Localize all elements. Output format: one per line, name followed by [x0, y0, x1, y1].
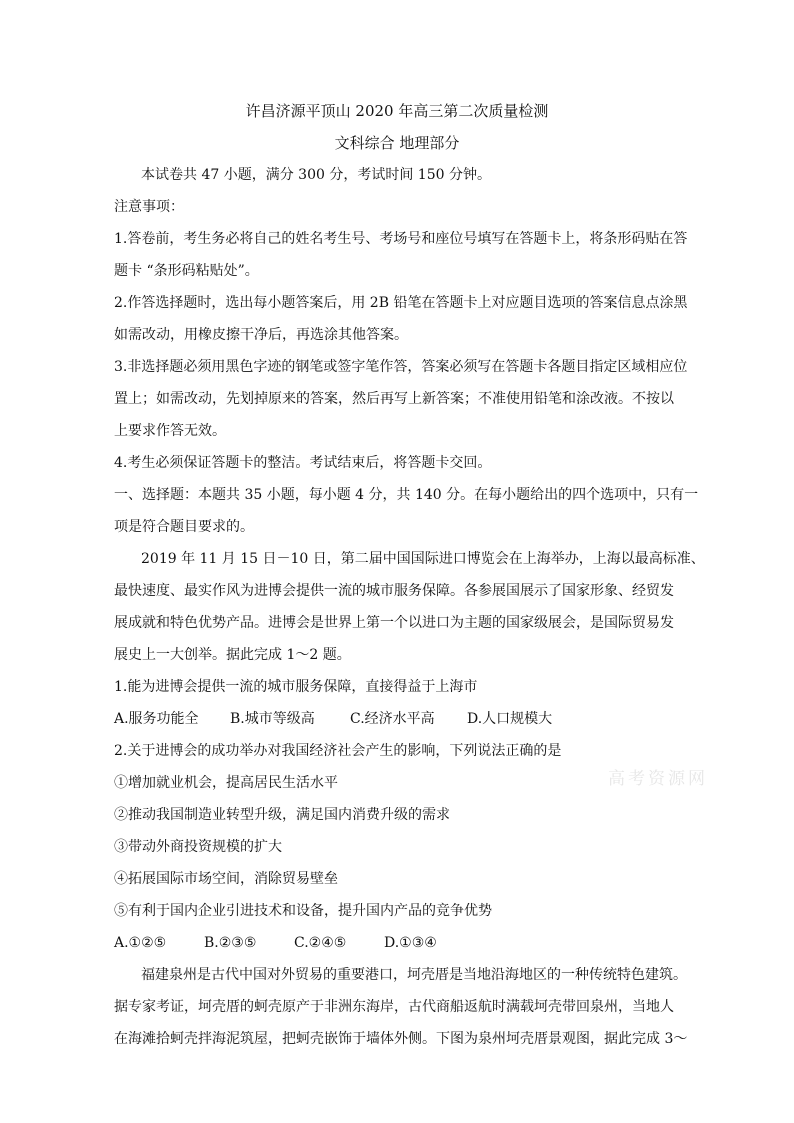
statement-item: ④拓展国际市场空间，消除贸易壁垒	[114, 871, 338, 887]
notice-heading: 注意事项：	[114, 199, 184, 215]
question-options	[114, 933, 694, 953]
notice-line: 置上；如需改动，先划掉原来的答案，然后再写上新答案；不准使用铅笔和涂改液。不按以	[114, 391, 674, 407]
passage-line: 2019 年 11 月 15 日－10 日，第二届中国国际进口博览会在上海举办，上海以最高标准、	[141, 551, 705, 567]
statement-item: ①增加就业机会，提高居民生活水平	[114, 775, 338, 791]
section-heading: 一、选择题：本题共 35 小题，每小题 4 分，共 140 分。在每小题给出的四个选项中，只有一	[114, 487, 699, 503]
exam-subtitle: 文科综合 地理部分	[334, 134, 460, 152]
exam-title: 许昌济源平顶山 2020 年高三第二次质量检测	[245, 102, 549, 120]
option: B.城市等级高	[230, 711, 315, 727]
option: A.①②⑤	[114, 935, 167, 951]
notice-line: 1.答卷前，考生务必将自己的姓名考生号、考场号和座位号填写在答题卡上，将条形码贴在答	[114, 231, 688, 247]
option: D.①③④	[384, 935, 437, 951]
intro-text: 本试卷共 47 小题，满分 300 分，考试时间 150 分钟。	[141, 167, 491, 183]
statement-item: ③带动外商投资规模的扩大	[114, 839, 282, 855]
passage-line: 在海滩拾蚵壳拌海泥筑屋，把蚵壳嵌饰于墙体外侧。下图为泉州坷壳厝景观图，据此完成 3～	[114, 1031, 688, 1047]
notice-line: 4.考生必须保证答题卡的整洁。考试结束后，将答题卡交回。	[114, 455, 492, 471]
notice-line: 2.作答选择题时，选出每小题答案后，用 2B 铅笔在答题卡上对应题目选项的答案信息点涂黑	[114, 295, 688, 311]
notice-line: 3.非选择题必须用黑色字迹的钢笔或签字笔作答，答案必须写在答题卡各题目指定区域相应位	[114, 359, 688, 375]
statement-item: ⑤有利于国内企业引进技术和设备，提升国内产品的竞争优势	[114, 903, 492, 919]
passage-line: 展成就和特色优势产品。进博会是世界上第一个以进口为主题的国家级展会，是国际贸易发	[114, 615, 674, 631]
section-heading: 项是符合题目要求的。	[114, 519, 254, 535]
option: A.服务功能全	[114, 711, 199, 727]
question-stem: 1.能为进博会提供一流的城市服务保障，直接得益于上海市	[114, 679, 478, 695]
passage-line: 展史上一大创举。据此完成 1～2 题。	[114, 647, 351, 663]
statement-item: ②推动我国制造业转型升级，满足国内消费升级的需求	[114, 807, 450, 823]
question-stem: 2.关于进博会的成功举办对我国经济社会产生的影响，下列说法正确的是	[114, 743, 562, 759]
notice-line: 如需改动，用橡皮擦干净后，再选涂其他答案。	[114, 327, 408, 343]
option: B.②③⑤	[204, 935, 257, 951]
question-options	[114, 709, 694, 729]
notice-line: 上要求作答无效。	[114, 423, 226, 439]
passage-line: 据专家考证，坷壳厝的蚵壳原产于非洲东海岸，古代商船返航时满载坷壳带回泉州，当地人	[114, 999, 674, 1015]
passage-line: 福建泉州是古代中国对外贸易的重要港口，坷壳厝是当地沿海地区的一种传统特色建筑。	[141, 967, 687, 983]
option: C.②④⑤	[294, 935, 347, 951]
watermark-text: 高考资源网	[608, 769, 708, 789]
notice-line: 题卡 “条形码粘贴处”。	[114, 263, 259, 279]
passage-line: 最快速度、最实作风为进博会提供一流的城市服务保障。各参展国展示了国家形象、经贸发	[114, 583, 674, 599]
option: C.经济水平高	[350, 711, 435, 727]
option: D.人口规模大	[467, 711, 553, 727]
